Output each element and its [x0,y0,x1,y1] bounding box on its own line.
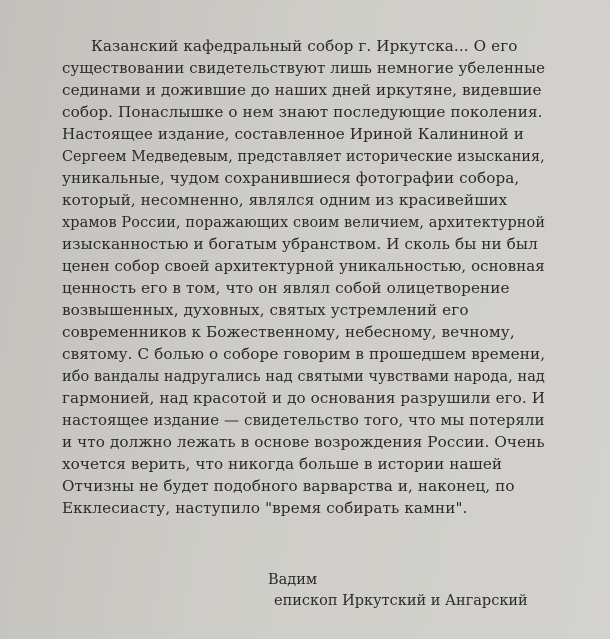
text-line: храмов России, поражающих своим величием, архитектурной [62,213,546,231]
text-line: современников к Божественному, небесному, вечному, [62,323,515,341]
text-line: ибо вандалы надругались над святыми чувствами народа, над [62,367,545,385]
text-line: ценен собор своей архитектурной уникальностью, основная [62,257,545,275]
signature-title: епископ Иркутский и Ангарский [274,593,528,609]
text-line: Сергеем Медведевым, представляет исторические изыскания, [62,147,545,165]
text-line: и что должно лежать в основе возрождения России. Очень [62,433,545,451]
text-line: сединами и дожившие до наших дней иркутяне, видевшие [62,81,542,99]
signature-name: Вадим [268,572,318,588]
text-line: Екклесиасту, наступило "время собирать камни". [62,499,468,517]
text-line: который, несомненно, являлся одним из красивейших [62,191,508,209]
text-line: Настоящее издание, составленное Ириной Калининой и [62,125,525,143]
text-line: возвышенных, духовных, святых устремлений его [62,301,469,319]
text-line: Казанский кафедральный собор г. Иркутска... О его [91,37,518,55]
text-line: настоящее издание — свидетельство того, что мы потеряли [62,411,545,429]
text-line: изысканностью и богатым убранством. И сколь бы ни был [62,235,538,253]
text-line: собор. Понаслышке о нем знают последующие поколения. [62,103,543,121]
text-line: гармонией, над красотой и до основания разрушили его. И [62,389,545,407]
text-line: ценность его в том, что он являл собой олицетворение [62,279,510,297]
text-line: хочется верить, что никогда больше в истории нашей [62,455,503,473]
text-line: святому. С болью о соборе говорим в прошедшем времени, [62,345,546,363]
text-line: существовании свидетельствуют лишь немногие убеленные [62,59,546,77]
text-line: Отчизны не будет подобного варварства и, наконец, по [62,477,515,495]
text-line: уникальные, чудом сохранившиеся фотографии собора, [62,169,520,187]
